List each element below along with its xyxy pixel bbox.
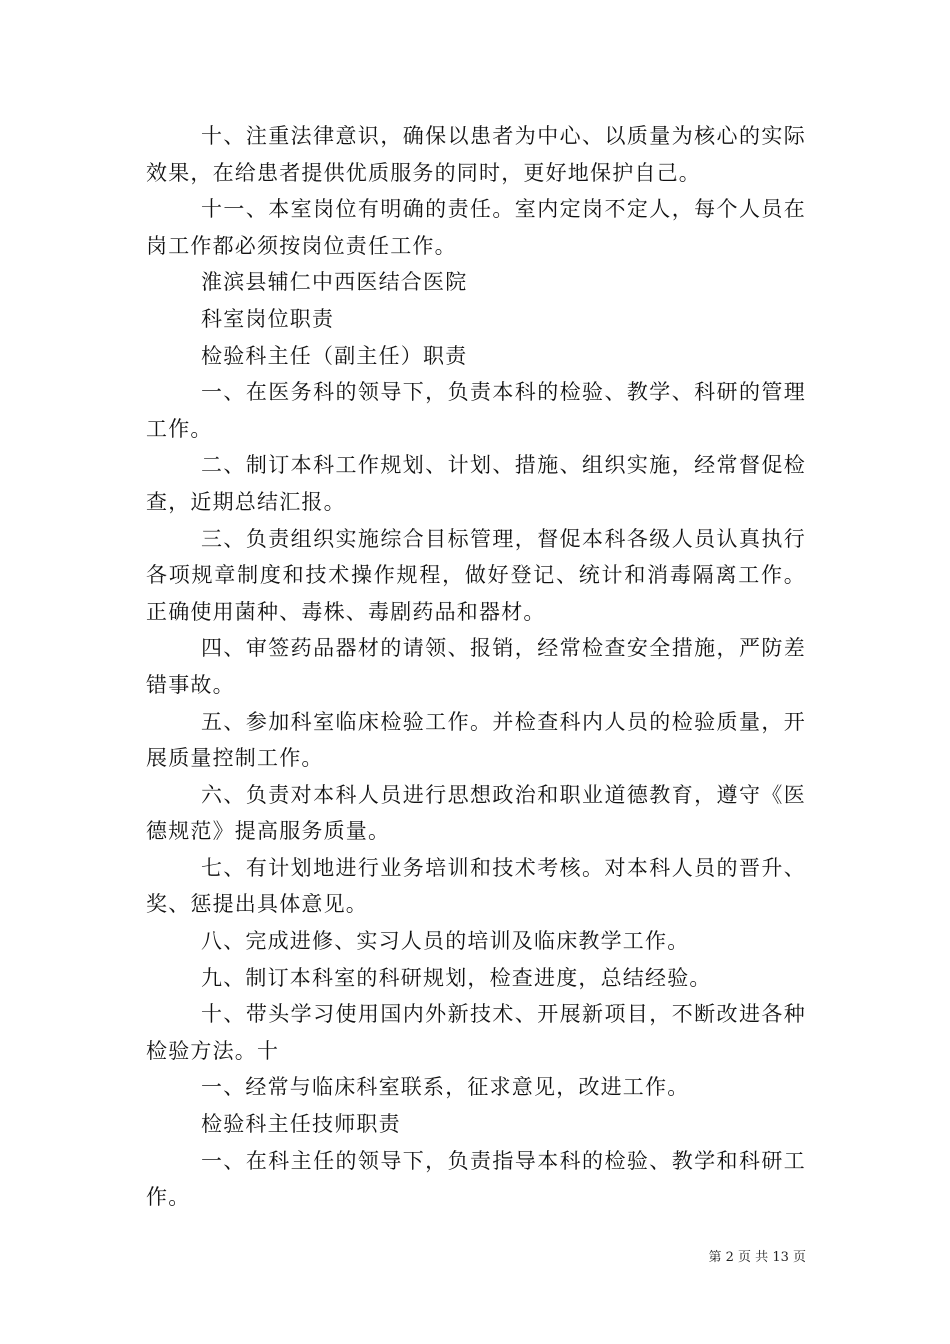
section-title: 科室岗位职责 [201, 306, 335, 331]
paragraph: 十、带头学习使用国内外新技术、开展新项目，不断改进各种检验方法。十 [146, 1002, 806, 1063]
paragraph: 五、参加科室临床检验工作。并检查科内人员的检验质量，开展质量控制工作。 [146, 709, 806, 771]
document-body [146, 118, 806, 1216]
paragraph: 一、在医务科的领导下，负责本科的检验、教学、科研的管理工作。 [146, 380, 806, 441]
paragraph: 一、经常与临床科室联系，征求意见，改进工作。 [201, 1075, 690, 1100]
paragraph: 四、审签药品器材的请领、报销，经常检查安全措施，严防差错事故。 [146, 636, 806, 697]
paragraph: 三、负责组织实施综合目标管理，督促本科各级人员认真执行各项规章制度和技术操作规程，做好登记、统计和消毒隔离工作。正确使用菌种、毒株、毒剧药品和器材。 [146, 526, 806, 624]
paragraph: 二、制订本科工作规划、计划、措施、组织实施，经常督促检查，近期总结汇报。 [146, 453, 806, 514]
paragraph: 八、完成进修、实习人员的培训及临床教学工作。 [201, 929, 690, 954]
page-number: 第 2 页 共 13 页 [708, 1250, 806, 1265]
role-heading: 检验科主任技师职责 [201, 1112, 401, 1137]
paragraph: 六、负责对本科人员进行思想政治和职业道德教育，遵守《医德规范》提高服务质量。 [146, 782, 806, 844]
paragraph: 七、有计划地进行业务培训和技术考核。对本科人员的晋升、奖、惩提出具体意见。 [146, 855, 806, 917]
paragraph: 一、在科主任的领导下，负责指导本科的检验、教学和科研工作。 [146, 1148, 806, 1210]
role-heading: 检验科主任（副主任）职责 [201, 343, 468, 368]
paragraph: 九、制订本科室的科研规划，检查进度，总结经验。 [201, 965, 712, 990]
hospital-name: 淮滨县辅仁中西医结合医院 [201, 270, 468, 295]
paragraph: 十一、本室岗位有明确的责任。室内定岗不定人，每个人员在岗工作都必须按岗位责任工作。 [146, 197, 806, 258]
paragraph: 十、注重法律意识，确保以患者为中心、以质量为核心的实际效果，在给患者提供优质服务的同时，更好地保护自己。 [146, 124, 806, 185]
